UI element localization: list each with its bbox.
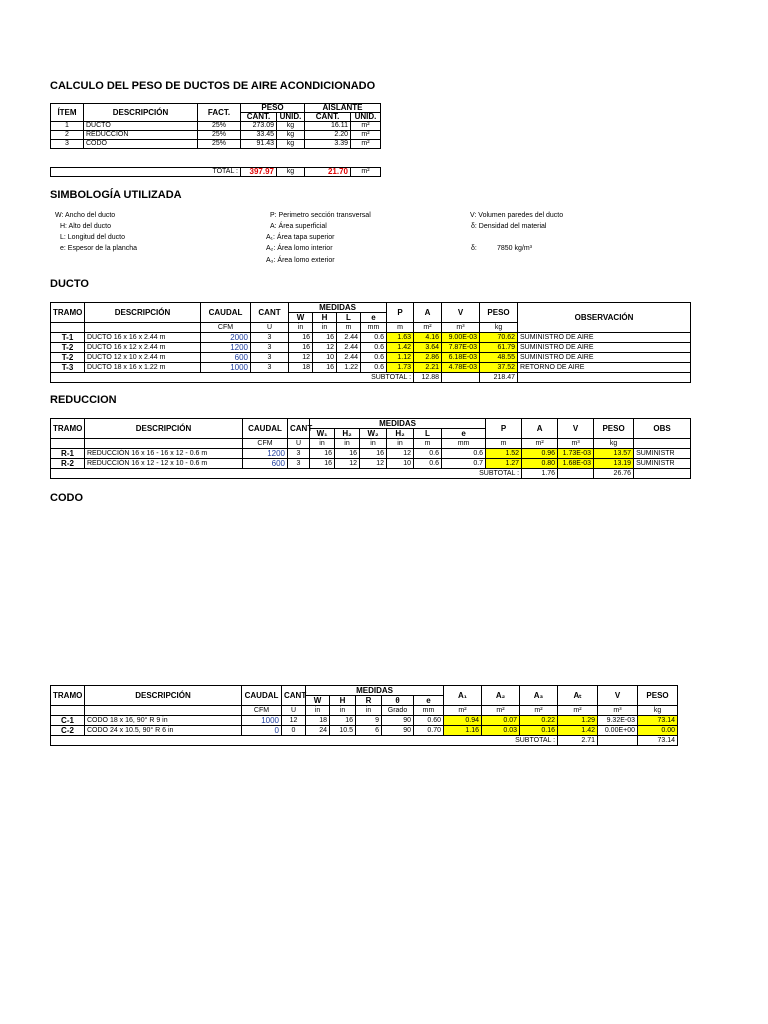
e: 0.60 (414, 716, 444, 726)
tramo: T-2 (51, 343, 85, 353)
p: 1.12 (387, 353, 414, 363)
subtotal-row (51, 736, 678, 746)
reduccion-title: REDUCCION (50, 394, 117, 406)
tramo: T-1 (51, 333, 85, 343)
obs: SUMINISTRO DE AIRE (518, 333, 691, 343)
unit: CFM (201, 323, 251, 333)
desc: DUCTO 18 x 16 x 1.22 m (85, 363, 201, 373)
tramo: C-1 (51, 716, 85, 726)
a: 0.80 (522, 459, 558, 469)
unit: m (486, 439, 522, 449)
e: 0.7 (442, 459, 486, 469)
h: 16 (330, 716, 356, 726)
unit: in (306, 706, 330, 716)
item-peso-unit: kg (277, 140, 305, 149)
unit: in (313, 323, 337, 333)
unit: CFM (242, 706, 282, 716)
caudal: 1000 (242, 716, 282, 726)
obs: RETORNO DE AIRE (518, 363, 691, 373)
header-h: H (313, 313, 337, 323)
unit: m (387, 323, 414, 333)
header-p: P (486, 419, 522, 439)
unit: in (360, 439, 387, 449)
summary-table (50, 103, 381, 149)
unit: kg (480, 323, 518, 333)
v: 7.87E-03 (442, 343, 480, 353)
header-w: W (306, 696, 330, 706)
unit: CFM (243, 439, 288, 449)
l: 0.6 (414, 449, 442, 459)
item-ais: 2.20 (305, 131, 351, 140)
header-desc: DESCRIPCIÓN (85, 419, 243, 439)
page-title: CALCULO DEL PESO DE DUCTOS DE AIRE ACONDICIONADO (50, 80, 376, 92)
table-row (51, 343, 691, 353)
header-unid: UNID. (277, 113, 305, 122)
p: 1.27 (486, 459, 522, 469)
obs: SUMINISTRO DE AIRE (518, 343, 691, 353)
header-tramo: TRAMO (51, 686, 85, 706)
ducto-title: DUCTO (50, 278, 89, 290)
item-desc: CODO (84, 140, 198, 149)
h: 10 (313, 353, 337, 363)
total-peso: 397.97 (241, 168, 277, 177)
unit: Grado (382, 706, 414, 716)
e: 0.6 (361, 353, 387, 363)
item-num: 2 (51, 131, 84, 140)
item-ais: 3.39 (305, 140, 351, 149)
header-item: ÍTEM (51, 104, 84, 122)
h2: 10 (387, 459, 414, 469)
header-desc: DESCRIPCIÓN (85, 303, 201, 323)
l: 2.44 (337, 343, 361, 353)
subtotal-at: 2.71 (558, 736, 598, 746)
unit: m (414, 439, 442, 449)
header-caudal: CAUDAL (243, 419, 288, 439)
w: 24 (306, 726, 330, 736)
table-row (51, 726, 678, 736)
caudal: 0 (242, 726, 282, 736)
header-a: A (522, 419, 558, 439)
header-medidas: MEDIDAS (310, 419, 486, 429)
e: 0.70 (414, 726, 444, 736)
header-w: W (289, 313, 313, 323)
header-w1: W₁ (310, 429, 335, 439)
subtotal-row (51, 469, 691, 479)
header-e: e (414, 696, 444, 706)
symbol-v: V: Volumen paredes del ducto (470, 212, 564, 219)
v: 0.00E+00 (598, 726, 638, 736)
header-peso: PESO (638, 686, 678, 706)
unit: in (310, 439, 335, 449)
unit: m³ (558, 439, 594, 449)
header-theta: θ (382, 696, 414, 706)
density-value: 7850 kg/m³ (497, 245, 533, 252)
desc: DUCTO 12 x 10 x 2.44 m (85, 353, 201, 363)
desc: DUCTO 16 x 16 x 2.44 m (85, 333, 201, 343)
tramo: T-2 (51, 353, 85, 363)
item-fact: 25% (198, 122, 241, 131)
item-ais-unit: m² (351, 131, 381, 140)
symbol-e: e: Espesor de la plancha (60, 245, 138, 252)
p: 1.42 (387, 343, 414, 353)
r: 9 (356, 716, 382, 726)
unit: U (288, 439, 310, 449)
unit: m² (482, 706, 520, 716)
p: 1.73 (387, 363, 414, 373)
subtotal-label: SUBTOTAL : (51, 373, 414, 383)
e: 0.6 (361, 363, 387, 373)
simbologia-title: SIMBOLOGÍA UTILIZADA (50, 189, 182, 201)
w: 18 (289, 363, 313, 373)
symbol-a3: A₃: Área lomo exterior (266, 257, 335, 264)
item-fact: 25% (198, 131, 241, 140)
codo-table (50, 685, 678, 746)
h: 10.5 (330, 726, 356, 736)
header-caudal: CAUDAL (242, 686, 282, 706)
a: 2.21 (414, 363, 442, 373)
cant: 3 (251, 333, 289, 343)
header-cant: CANT (288, 419, 310, 439)
unit: in (330, 706, 356, 716)
h: 16 (313, 363, 337, 373)
unit: m³ (442, 323, 480, 333)
item-desc: REDUCCION (84, 131, 198, 140)
item-peso-unit: kg (277, 131, 305, 140)
cant: 3 (288, 459, 310, 469)
subtotal-peso: 73.14 (638, 736, 678, 746)
desc: REDUCCIÓN 16 x 12 - 12 x 10 - 0.6 m (85, 459, 243, 469)
item-ais: 16.11 (305, 122, 351, 131)
total-label: TOTAL : (51, 168, 241, 177)
e: 0.6 (442, 449, 486, 459)
table-row (51, 140, 381, 149)
h: 12 (313, 343, 337, 353)
unit: m² (414, 323, 442, 333)
unit: m² (558, 706, 598, 716)
p: 1.63 (387, 333, 414, 343)
header-peso: PESO (594, 419, 634, 439)
header-caudal: CAUDAL (201, 303, 251, 323)
unit: U (251, 323, 289, 333)
a1: 1.16 (444, 726, 482, 736)
peso: 13.19 (594, 459, 634, 469)
obs: SUMINISTRO DE AIRE (518, 353, 691, 363)
total-aislante-unit: m² (351, 168, 381, 177)
w: 16 (289, 343, 313, 353)
unit: m (337, 323, 361, 333)
h2: 12 (387, 449, 414, 459)
caudal: 1200 (201, 343, 251, 353)
tramo: R-2 (51, 459, 85, 469)
header-at: Aₜ (558, 686, 598, 706)
table-row (51, 131, 381, 140)
desc: CODO 18 x 16, 90° R 9 in (85, 716, 242, 726)
header-unid: UNID. (351, 113, 381, 122)
total-peso-unit: kg (277, 168, 305, 177)
header-cant: CANT. (241, 113, 277, 122)
desc: DUCTO 16 x 12 x 2.44 m (85, 343, 201, 353)
table-row (51, 459, 691, 469)
w1: 16 (310, 459, 335, 469)
subtotal-label: SUBTOTAL : (51, 736, 558, 746)
table-row (51, 363, 691, 373)
header-a3: A₃ (520, 686, 558, 706)
header-desc: DESCRIPCIÓN (85, 686, 242, 706)
table-row (51, 716, 678, 726)
table-row (51, 353, 691, 363)
unit: in (335, 439, 360, 449)
w: 18 (306, 716, 330, 726)
a3: 0.16 (520, 726, 558, 736)
e: 0.6 (361, 343, 387, 353)
peso: 70.62 (480, 333, 518, 343)
unit: in (289, 323, 313, 333)
header-medidas: MEDIDAS (306, 686, 444, 696)
p: 1.52 (486, 449, 522, 459)
e: 0.6 (361, 333, 387, 343)
tramo: R-1 (51, 449, 85, 459)
subtotal-a: 12.88 (414, 373, 442, 383)
subtotal-a: 1.76 (522, 469, 558, 479)
density-label: δ: (471, 245, 477, 252)
symbol-l: L: Longitud del ducto (60, 234, 125, 241)
table-row (51, 122, 381, 131)
header-p: P (387, 303, 414, 323)
tramo: C-2 (51, 726, 85, 736)
unit: kg (594, 439, 634, 449)
header-fact: FACT. (198, 104, 241, 122)
peso: 61.79 (480, 343, 518, 353)
header-a: A (414, 303, 442, 323)
header-cant: CANT (251, 303, 289, 323)
unit: m² (520, 706, 558, 716)
subtotal-peso: 26.76 (594, 469, 634, 479)
item-peso: 33.45 (241, 131, 277, 140)
symbol-delta: δ: Densidad del material (471, 223, 547, 230)
a2: 0.03 (482, 726, 520, 736)
symbol-a2: A₂: Área lomo interior (266, 245, 333, 252)
desc: REDUCCIÓN 16 x 16 - 16 x 12 - 0.6 m (85, 449, 243, 459)
w1: 16 (310, 449, 335, 459)
caudal: 600 (243, 459, 288, 469)
w2: 16 (360, 449, 387, 459)
v: 9.00E-03 (442, 333, 480, 343)
header-peso: PESO (480, 303, 518, 323)
caudal: 600 (201, 353, 251, 363)
w: 16 (289, 333, 313, 343)
obs: SUMINISTR (634, 449, 691, 459)
symbol-a: A: Área superficial (270, 223, 327, 230)
cant: 3 (288, 449, 310, 459)
desc: CODO 24 x 10.5, 90° R 6 in (85, 726, 242, 736)
header-e: e (361, 313, 387, 323)
total-aislante: 21.70 (305, 168, 351, 177)
header-l: L (414, 429, 442, 439)
table-row (51, 333, 691, 343)
tramo: T-3 (51, 363, 85, 373)
header-h2: H₂ (387, 429, 414, 439)
cant: 0 (282, 726, 306, 736)
unit: in (387, 439, 414, 449)
theta: 90 (382, 726, 414, 736)
peso: 48.55 (480, 353, 518, 363)
a: 2.86 (414, 353, 442, 363)
header-desc: DESCRIPCIÓN (84, 104, 198, 122)
header-cant: CANT (282, 686, 306, 706)
item-num: 3 (51, 140, 84, 149)
header-tramo: TRAMO (51, 303, 85, 323)
a: 3.64 (414, 343, 442, 353)
caudal: 1200 (243, 449, 288, 459)
v: 4.78E-03 (442, 363, 480, 373)
subtotal-label: SUBTOTAL : (51, 469, 522, 479)
ducto-table (50, 302, 691, 383)
r: 6 (356, 726, 382, 736)
header-obs: OBS (634, 419, 691, 439)
header-peso: PESO (241, 104, 305, 113)
unit: U (282, 706, 306, 716)
header-a2: A₂ (482, 686, 520, 706)
l: 0.6 (414, 459, 442, 469)
symbol-p: P: Perimetro sección transversal (270, 212, 371, 219)
w: 12 (289, 353, 313, 363)
header-v: V (598, 686, 638, 706)
v: 1.73E-03 (558, 449, 594, 459)
h1: 12 (335, 459, 360, 469)
l: 2.44 (337, 353, 361, 363)
unit: kg (638, 706, 678, 716)
cant: 3 (251, 343, 289, 353)
peso: 13.57 (594, 449, 634, 459)
item-desc: DUCTO (84, 122, 198, 131)
item-fact: 25% (198, 140, 241, 149)
header-a1: A₁ (444, 686, 482, 706)
h1: 16 (335, 449, 360, 459)
cant: 12 (282, 716, 306, 726)
header-h: H (330, 696, 356, 706)
peso: 73.14 (638, 716, 678, 726)
unit: in (356, 706, 382, 716)
at: 1.29 (558, 716, 598, 726)
l: 2.44 (337, 333, 361, 343)
subtotal-row (51, 373, 691, 383)
codo-title: CODO (50, 492, 83, 504)
symbol-w: W: Ancho del ducto (55, 212, 116, 219)
reduccion-table (50, 418, 691, 479)
caudal: 1000 (201, 363, 251, 373)
item-peso: 273.09 (241, 122, 277, 131)
header-h1: H₂ (335, 429, 360, 439)
peso: 0.00 (638, 726, 678, 736)
header-r: R (356, 696, 382, 706)
unit: m² (444, 706, 482, 716)
header-v: V (442, 303, 480, 323)
subtotal-peso: 218.47 (480, 373, 518, 383)
item-ais-unit: m² (351, 140, 381, 149)
a: 4.16 (414, 333, 442, 343)
header-e: e (442, 429, 486, 439)
header-aislante: AISLANTE (305, 104, 381, 113)
v: 1.68E-03 (558, 459, 594, 469)
header-tramo: TRAMO (51, 419, 85, 439)
theta: 90 (382, 716, 414, 726)
a3: 0.22 (520, 716, 558, 726)
item-peso-unit: kg (277, 122, 305, 131)
header-l: L (337, 313, 361, 323)
unit: mm (442, 439, 486, 449)
symbol-h: H: Alto del ducto (60, 223, 111, 230)
unit: mm (361, 323, 387, 333)
cant: 3 (251, 363, 289, 373)
l: 1.22 (337, 363, 361, 373)
cant: 3 (251, 353, 289, 363)
header-cant: CANT. (305, 113, 351, 122)
peso: 37.52 (480, 363, 518, 373)
table-row (51, 449, 691, 459)
header-medidas: MEDIDAS (289, 303, 387, 313)
a2: 0.07 (482, 716, 520, 726)
symbol-a1: A₁: Área tapa superior (266, 234, 335, 241)
item-ais-unit: m² (351, 122, 381, 131)
item-peso: 91.43 (241, 140, 277, 149)
unit: mm (414, 706, 444, 716)
a1: 0.94 (444, 716, 482, 726)
caudal: 2000 (201, 333, 251, 343)
item-num: 1 (51, 122, 84, 131)
obs: SUMINISTR (634, 459, 691, 469)
header-obs: OBSERVACIÓN (518, 303, 691, 333)
v: 9.32E-03 (598, 716, 638, 726)
header-w2: W₂ (360, 429, 387, 439)
header-v: V (558, 419, 594, 439)
at: 1.42 (558, 726, 598, 736)
v: 6.18E-03 (442, 353, 480, 363)
unit: m³ (598, 706, 638, 716)
summary-total (50, 167, 381, 177)
unit: m² (522, 439, 558, 449)
w2: 12 (360, 459, 387, 469)
a: 0.96 (522, 449, 558, 459)
h: 16 (313, 333, 337, 343)
